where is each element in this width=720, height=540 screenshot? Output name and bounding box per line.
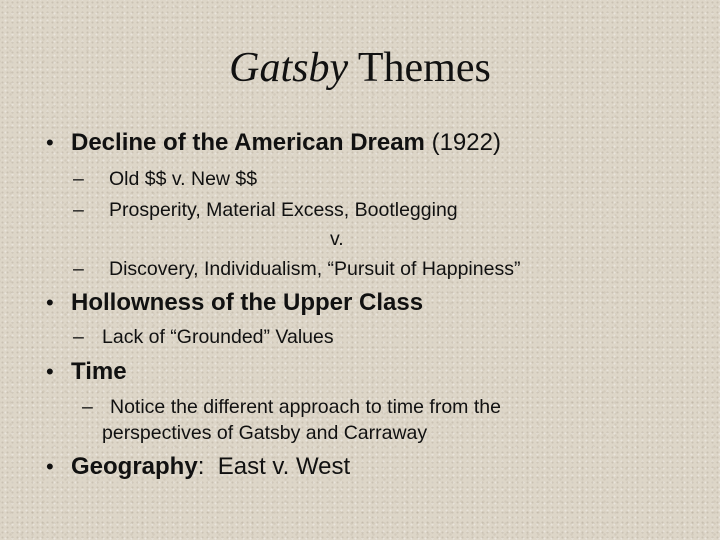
bullet-bold-text: Geography xyxy=(71,453,198,480)
sub-text: Notice the different approach to time from the xyxy=(110,396,501,418)
bullet-bold-text: Hollowness of the Upper Class xyxy=(71,289,424,316)
slide-title-italic: Gatsby xyxy=(229,45,349,91)
bullet-text xyxy=(71,128,501,158)
bullet-dot: • xyxy=(46,290,54,315)
bullet-dot: • xyxy=(46,454,54,479)
bullet-normal-text: (1922) xyxy=(424,129,501,156)
slide-title-rest: Themes xyxy=(348,45,491,91)
sub-text: Old $$ v. New $$ xyxy=(109,168,258,190)
bullet-bold-text: Time xyxy=(71,358,127,385)
sub-dash: – xyxy=(73,199,84,221)
slide-title xyxy=(0,42,720,94)
sub-text: Discovery, Individualism, “Pursuit of Happiness” xyxy=(109,258,521,280)
bullet-bold-text: Decline of the American Dream xyxy=(71,129,425,156)
sub-text: Lack of “Grounded” Values xyxy=(102,326,334,348)
sub-text: perspectives of Gatsby and Carraway xyxy=(102,422,428,444)
sub-dash: – xyxy=(73,258,84,280)
bullet-dot: • xyxy=(46,359,54,384)
sub-text: Prosperity, Material Excess, Bootlegging xyxy=(109,199,458,221)
bullet-text xyxy=(71,452,350,482)
sub-dash: – xyxy=(73,326,84,348)
sub-dash: – xyxy=(73,168,84,190)
sub-dash: – xyxy=(82,396,93,418)
bullet-dot: • xyxy=(46,130,54,155)
sub-text: v. xyxy=(330,228,344,250)
bullet-normal-text: : East v. West xyxy=(197,453,351,480)
bullet-text xyxy=(71,288,423,318)
bullet-text xyxy=(71,357,127,387)
